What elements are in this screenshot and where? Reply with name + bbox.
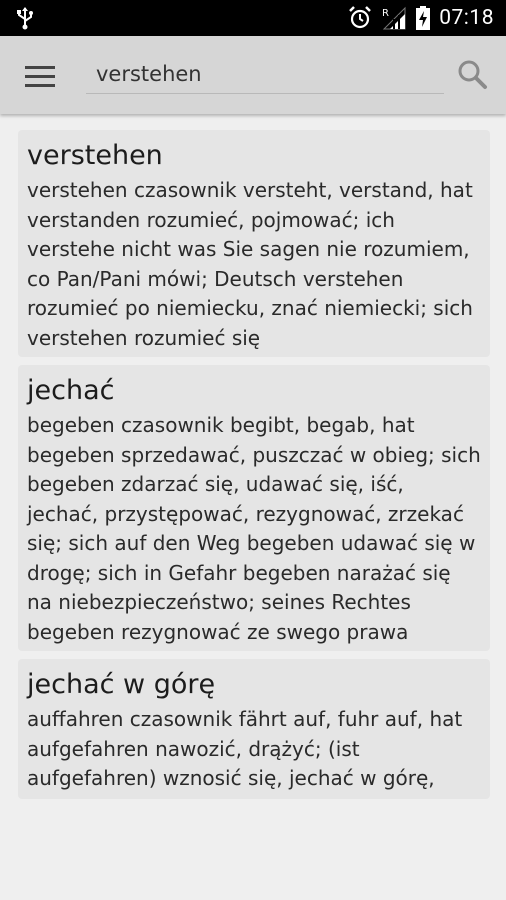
status-bar: [0, 0, 506, 36]
signal-icon: [381, 5, 407, 31]
search-icon[interactable]: [452, 54, 492, 94]
alarm-icon: [347, 5, 373, 31]
status-time: 07:18: [439, 6, 494, 30]
menu-icon[interactable]: [14, 54, 66, 98]
svg-text:R: R: [382, 8, 390, 19]
list-item[interactable]: [18, 130, 490, 357]
toolbar: [0, 36, 506, 114]
list-item[interactable]: [18, 659, 490, 799]
usb-icon: [14, 6, 36, 30]
battery-icon: [415, 5, 431, 31]
entry-headword: verstehen: [27, 140, 163, 171]
entry-definition: begeben czasownik begibt, begab, hat begeben sprzedawać, puszczać w obieg; sich begeben zdarzać się, udawać się, iść, jechać, przystępować, rezygnować, zrzekać się; sich auf den Weg begeben udawać się w drogę; sich in Gefahr begeben narażać się na niebezpieczeństwo; seines Rechtes begeben rezygnować ze swego prawa: [27, 413, 481, 644]
entry-headword: jechać: [27, 375, 115, 406]
entry-definition: auffahren czasownik fährt auf, fuhr auf, hat aufgefahren nawozić, drążyć; (ist aufgefahren) wznosić się, jechać w górę,: [27, 707, 463, 790]
search-input[interactable]: [86, 54, 444, 94]
entry-definition: verstehen czasownik versteht, verstand, hat verstanden rozumieć, pojmować; ich verstehe nicht was Sie sagen nie rozumiem, co Pan/Pani mówi; Deutsch verstehen rozumieć po niemiecku, znać niemiecki; sich verstehen rozumieć się: [27, 178, 473, 350]
results-list: [18, 130, 490, 818]
entry-headword: jechać w górę: [27, 669, 216, 700]
list-item[interactable]: [18, 365, 490, 651]
